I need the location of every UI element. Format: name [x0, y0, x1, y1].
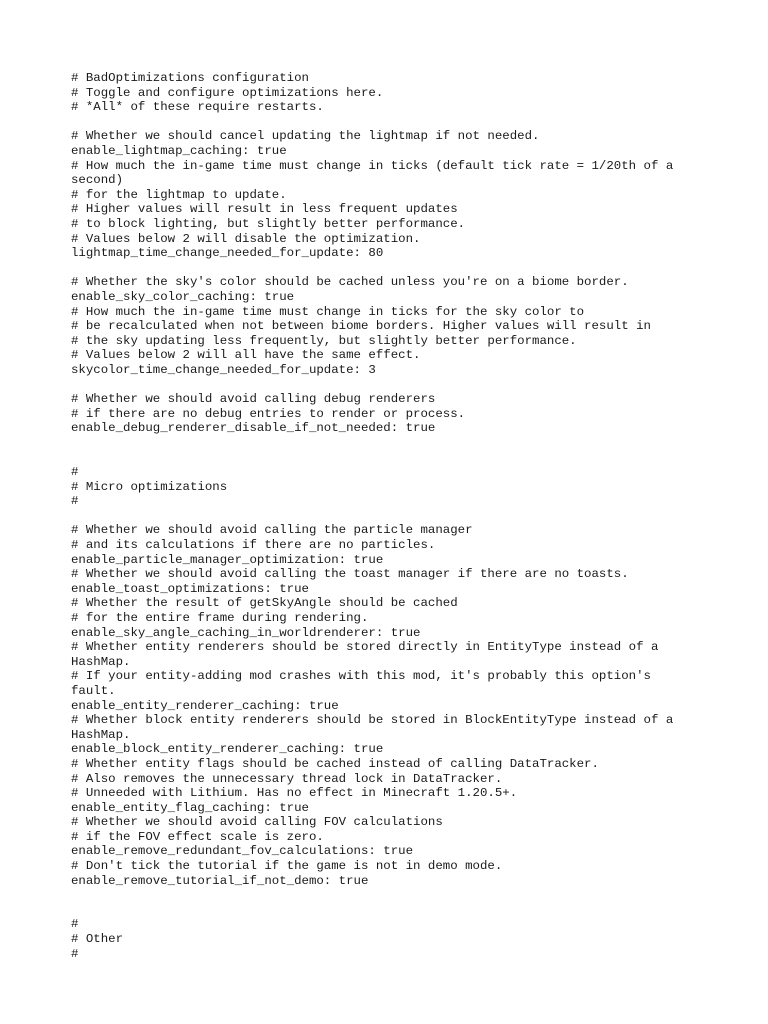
- config-document: [71, 71, 691, 961]
- blank-line: [71, 115, 691, 130]
- blank-line: [71, 903, 691, 918]
- comment-line: # Also removes the unnecessary thread lock in DataTracker.: [71, 771, 503, 786]
- setting-line: lightmap_time_change_needed_for_update: 80: [71, 246, 384, 261]
- comment-line: # How much the in-game time must change in ticks (default tick rate = 1/20th of a second): [71, 158, 681, 188]
- setting-line: enable_entity_flag_caching: true: [71, 800, 309, 815]
- blank-line: [71, 450, 691, 465]
- blank-line: [71, 261, 691, 276]
- setting-line: enable_sky_angle_caching_in_worldrenderer: true: [71, 625, 421, 640]
- setting-line: enable_remove_redundant_fov_calculations: true: [71, 844, 414, 859]
- comment-line: # Whether we should avoid calling the toast manager if there are no toasts.: [71, 567, 629, 582]
- comment-line: # Whether entity renderers should be stored directly in EntityType instead of a HashMap.: [71, 640, 666, 669]
- comment-line: # If your entity-adding mod crashes with this mod, it's probably this option's fault.: [71, 669, 659, 698]
- comment-line: # Whether entity flags should be cached instead of calling DataTracker.: [71, 756, 599, 771]
- blank-line: [71, 377, 691, 392]
- comment-line: # to block lighting, but slightly better performance.: [71, 216, 466, 231]
- comment-line: # Whether we should avoid calling debug renderers: [71, 392, 436, 407]
- comment-line: # Whether we should avoid calling FOV calculations: [71, 815, 443, 830]
- setting-line: enable_block_entity_renderer_caching: true: [71, 742, 384, 757]
- blank-line: [71, 436, 691, 451]
- comment-line: # and its calculations if there are no particles.: [71, 538, 436, 552]
- comment-line: # Whether we should avoid calling the particle manager: [71, 523, 473, 538]
- setting-line: skycolor_time_change_needed_for_update: 3: [71, 362, 376, 377]
- comment-line: # Toggle and configure optimizations here.: [71, 85, 384, 100]
- comment-line: # Whether the result of getSkyAngle should be cached: [71, 596, 458, 611]
- comment-line: # BadOptimizations configuration: [71, 71, 309, 85]
- comment-line: # Don't tick the tutorial if the game is not in demo mode.: [71, 859, 503, 874]
- comment-line: #: [71, 946, 79, 961]
- comment-line: # for the lightmap to update.: [71, 187, 287, 202]
- comment-line: #: [71, 465, 79, 480]
- setting-line: enable_lightmap_caching: true: [71, 143, 287, 158]
- comment-line: # Unneeded with Lithium. Has no effect in Minecraft 1.20.5+.: [71, 786, 518, 801]
- setting-line: enable_entity_renderer_caching: true: [71, 698, 339, 713]
- comment-line: # Higher values will result in less frequent updates: [71, 202, 458, 217]
- comment-line: # Whether we should cancel updating the lightmap if not needed.: [71, 129, 540, 144]
- blank-line: [71, 509, 691, 524]
- comment-line: # Values below 2 will all have the same effect.: [71, 348, 421, 363]
- comment-line: # the sky updating less frequently, but slightly better performance.: [71, 333, 577, 348]
- setting-line: enable_particle_manager_optimization: true: [71, 552, 384, 567]
- setting-line: enable_debug_renderer_disable_if_not_needed: true: [71, 421, 436, 436]
- comment-line: # Values below 2 will disable the optimization.: [71, 231, 421, 246]
- comment-line: # How much the in-game time must change in ticks for the sky color to: [71, 304, 585, 319]
- comment-line: #: [71, 917, 79, 932]
- comment-line: # be recalculated when not between biome borders. Higher values will result in: [71, 319, 651, 334]
- setting-line: enable_remove_tutorial_if_not_demo: true: [71, 873, 369, 888]
- blank-line: [71, 888, 691, 903]
- comment-line: # Whether the sky's color should be cached unless you're on a biome border.: [71, 275, 629, 290]
- comment-line: # for the entire frame during rendering.: [71, 610, 369, 625]
- comment-line: # Micro optimizations: [71, 479, 228, 494]
- comment-line: # Whether block entity renderers should be stored in BlockEntityType instead of a HashMap.: [71, 713, 681, 742]
- comment-line: # *All* of these require restarts.: [71, 100, 324, 115]
- comment-line: # if the FOV effect scale is zero.: [71, 829, 324, 844]
- comment-line: # if there are no debug entries to render or process.: [71, 406, 466, 421]
- comment-line: # Other: [71, 932, 124, 947]
- setting-line: enable_toast_optimizations: true: [71, 581, 309, 596]
- comment-line: #: [71, 494, 79, 509]
- setting-line: enable_sky_color_caching: true: [71, 289, 295, 304]
